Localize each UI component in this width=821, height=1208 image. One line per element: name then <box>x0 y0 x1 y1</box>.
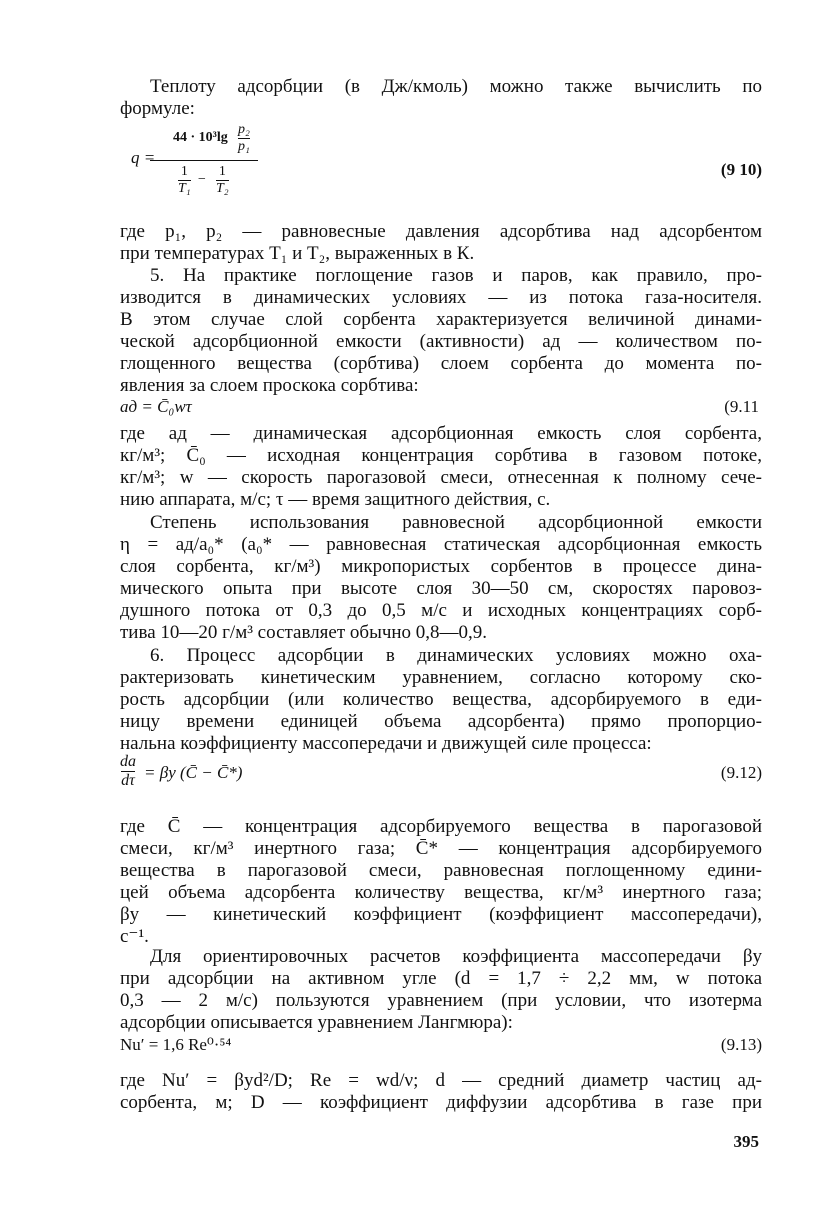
text-line: Теплоту адсорбции (в Дж/кмоль) можно также вычислить по <box>150 76 762 97</box>
text-line: где aд — динамическая адсорбционная емкость слоя сорбента, <box>120 423 762 444</box>
text-line: слоя сорбента, кг/м³) микропористых сорбентов в процессе дина- <box>120 556 762 577</box>
fraction-1-t1 <box>178 164 191 197</box>
equation-label: (9.11 <box>724 397 759 416</box>
text-line: В этом случае слой сорбента характеризуется величиной динами- <box>120 309 762 330</box>
formula-rhs: = βy (C̄ − C̄*) <box>144 763 243 782</box>
minus: − <box>197 172 207 187</box>
p2: p₂ <box>238 122 250 137</box>
one: 1 <box>218 164 226 179</box>
fraction-da-dtau <box>120 753 136 790</box>
text-line: Степень использования равновесной адсорбционной емкости <box>150 512 762 533</box>
text-line: адсорбции описывается уравнением Лангмюра): <box>120 1012 513 1033</box>
text-line: 0,3 — 2 м/с) пользуются уравнением (при условии, что изотерма <box>120 990 762 1011</box>
equation-label: (9.13) <box>720 1035 762 1054</box>
page-number: 395 <box>733 1132 759 1151</box>
text-line: кг/м³; C̄₀ — исходная концентрация сорбтива в газовом потоке, <box>120 445 762 466</box>
formula-text: Nu′ = 1,6 Re⁰·⁵⁴ <box>120 1035 232 1054</box>
formula-numerator: 44 · 10³lg <box>173 130 228 145</box>
text-line: 5. На практике поглощение газов и паров, как правило, про- <box>150 265 762 286</box>
t2: T₂ <box>216 181 229 196</box>
text-line: глощенного вещества (сорбтива) слоем сорбента до момента по- <box>120 353 762 374</box>
text-line: где Nu′ = βyd²/D; Re = wd/ν; d — средний диаметр частиц ад- <box>120 1070 762 1091</box>
text-line: где C̄ — концентрация адсорбируемого вещества в парогазовой <box>120 816 762 837</box>
text-line: смеси, кг/м³ инертного газа; C̄* — концентрация адсорбируемого <box>120 838 762 859</box>
text-line: сорбента, м; D — коэффициент диффузии адсорбтива в газе при <box>120 1092 762 1113</box>
fraction-1-t2 <box>216 164 229 197</box>
text-line: где p₁, p₂ — равновесные давления адсорбтива над адсорбентом <box>120 221 762 242</box>
text-line: Для ориентировочных расчетов коэффициента массопередачи βy <box>150 946 762 967</box>
t1: T₁ <box>178 181 191 196</box>
equation-label: (9.12) <box>720 763 762 782</box>
text-line: формуле: <box>120 98 195 119</box>
formula-lhs: q = <box>131 148 156 167</box>
text-line: тива 10—20 г/м³ составляет обычно 0,8—0,9. <box>120 622 488 643</box>
text-line: изводится в динамических условиях — из потока газа-носителя. <box>120 287 762 308</box>
text-line: вещества в парогазовой смеси, равновесная поглощенному едини- <box>120 860 762 881</box>
text-line: при адсорбции на активном угле (d = 1,7 ÷ 2,2 мм, w потока <box>120 968 762 989</box>
fraction-p2-p1 <box>238 122 250 155</box>
equation-label: (9 10) <box>720 160 762 179</box>
text-line: при температурах T₁ и T₂, выраженных в К. <box>120 243 475 264</box>
text-line: ческой адсорбционной емкости (активности) aд — количеством по- <box>120 331 762 352</box>
da: da <box>120 753 136 770</box>
fraction-bar <box>150 160 258 161</box>
text-line: нальна коэффициенту массопередачи и движущей силе процесса: <box>120 733 652 754</box>
dtau: dτ <box>121 772 135 789</box>
p1: p₁ <box>238 139 250 154</box>
text-line: ницу времени единицей объема адсорбента) прямо пропорцио- <box>120 711 762 732</box>
formula-text: aд = C̄₀wτ <box>120 397 192 416</box>
text-line: мического опыта при высоте слоя 30—50 см, скоростях паровоз- <box>120 578 762 599</box>
one: 1 <box>180 164 188 179</box>
text-line: η = aд/a₀* (a₀* — равновесная статическая адсорбционная емкость <box>120 534 762 555</box>
text-line: цей объема адсорбента количеству вещества, кг/м³ инертного газа; <box>120 882 762 903</box>
text-line: 6. Процесс адсорбции в динамических условиях можно оха- <box>150 645 762 666</box>
text-line: душного потока от 0,3 до 0,5 м/с и исходных концентрациях сорб- <box>120 600 762 621</box>
text-line: βy — кинетический коэффициент (коэффициент массопередачи), <box>120 904 762 925</box>
text-line: кг/м³; w — скорость парогазовой смеси, отнесенная к полному сече- <box>120 467 762 488</box>
text-line: явления за слоем проскока сорбтива: <box>120 375 419 396</box>
text-line: нию аппарата, м/с; τ — время защитного действия, с. <box>120 489 551 510</box>
text-line: с⁻¹. <box>120 926 149 947</box>
text-line: рость адсорбции (или количество вещества, адсорбируемого в еди- <box>120 689 762 710</box>
text-line: рактеризовать кинетическим уравнением, согласно которому ско- <box>120 667 762 688</box>
